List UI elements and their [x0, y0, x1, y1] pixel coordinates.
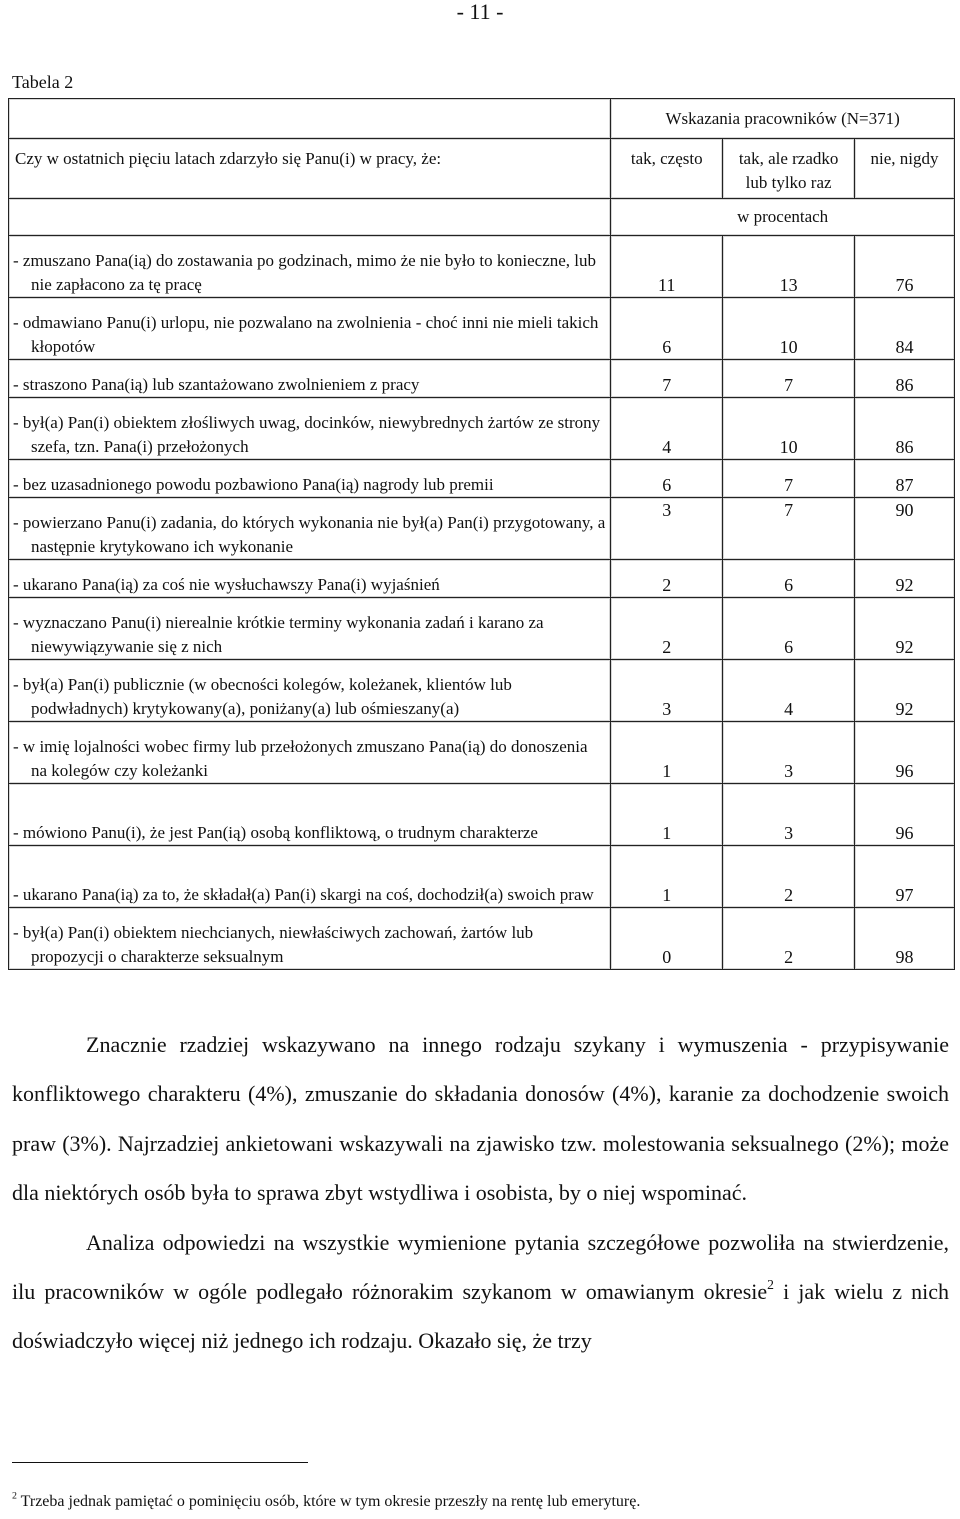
row-label-text: - odmawiano Panu(i) urlopu, nie pozwalano na zwolnienia - choć inni nie mieli takich kłopotów — [13, 313, 599, 356]
value-never: 86 — [855, 360, 955, 398]
row-label — [9, 498, 611, 560]
footnote-mark: 2 — [12, 1490, 17, 1502]
table-row — [9, 298, 955, 360]
row-label-text: - straszono Pana(ią) lub szantażowano zwolnieniem z pracy — [13, 375, 420, 394]
value-never: 76 — [855, 236, 955, 298]
row-label — [9, 360, 611, 398]
value-never: 96 — [855, 722, 955, 784]
value-rarely: 6 — [723, 598, 855, 660]
table-row — [9, 560, 955, 598]
row-label — [9, 722, 611, 784]
survey-table — [8, 98, 955, 970]
value-often: 0 — [611, 908, 723, 970]
value-rarely: 2 — [723, 846, 855, 908]
value-often: 3 — [611, 498, 723, 560]
page-number: - 11 - — [456, 0, 504, 24]
value-rarely: 3 — [723, 784, 855, 846]
value-never: 97 — [855, 846, 955, 908]
table-row — [9, 236, 955, 298]
value-never: 87 — [855, 460, 955, 498]
paragraph-2 — [12, 1218, 949, 1366]
table-header-row-2 — [9, 139, 955, 199]
footnote-text: Trzeba jednak pamiętać o pominięciu osób, które w tym okresie przeszły na rentę lub emeryturę. — [16, 1493, 641, 1510]
value-rarely: 13 — [723, 236, 855, 298]
value-never: 86 — [855, 398, 955, 460]
row-label — [9, 398, 611, 460]
table-header-row-3 — [9, 199, 955, 236]
paragraph-2-text: Analiza odpowiedzi na wszystkie wymienione pytania szczegółowe pozwoliła na stwierdzenie, ilu pracowników w ogóle podlegało różnorakim szykanom w omawianym okresie — [12, 1229, 949, 1305]
row-label-text: - mówiono Panu(i), że jest Pan(ią) osobą konfliktową, o trudnym charakterze — [13, 823, 538, 842]
value-often: 6 — [611, 298, 723, 360]
paragraph-1: Znacznie rzadziej wskazywano na innego rodzaju szykany i wymuszenia - przypisywanie konfliktowego charakteru (4%), zmuszanie do składania donosów (4%), karanie za dochodzenie swoich praw (3%). Najrzadziej ankietowani wskazywali na zjawisko tzw. molestowania seksualnego (2%); może dla niektórych osób była to sprawa zbyt wstydliwa i osobista, by o niej wspominać. — [12, 1032, 949, 1206]
row-label-text: - ukarano Pana(ią) za to, że składał(a) Pan(i) skargi na coś, dochodził(a) swoich praw — [13, 885, 594, 904]
table-header-row-1 — [9, 99, 955, 139]
header-empty-cell — [9, 199, 611, 236]
table-row — [9, 460, 955, 498]
row-label-text: - bez uzasadnionego powodu pozbawiono Pana(ią) nagrody lub premii — [13, 475, 494, 494]
value-often: 3 — [611, 660, 723, 722]
row-label-text: - był(a) Pan(i) obiektem niechcianych, niewłaściwych zachowań, żartów lub propozycji o charakterze seksualnym — [13, 923, 534, 966]
row-label-text: - ukarano Pana(ią) za coś nie wysłuchawszy Pana(i) wyjaśnień — [13, 575, 440, 594]
value-rarely: 6 — [723, 560, 855, 598]
value-often: 2 — [611, 598, 723, 660]
value-never: 84 — [855, 298, 955, 360]
table-caption: Tabela 2 — [12, 72, 74, 92]
value-rarely: 7 — [723, 498, 855, 560]
table-row — [9, 784, 955, 846]
value-rarely: 3 — [723, 722, 855, 784]
value-rarely: 10 — [723, 398, 855, 460]
value-rarely: 4 — [723, 660, 855, 722]
col-header-often: tak, często — [611, 139, 723, 199]
paragraph-2-text-end: i jak wielu z nich doświadczyło więcej niż jednego ich rodzaju. Okazało się, że trzy — [12, 1279, 949, 1354]
footnote — [12, 1490, 641, 1511]
row-label — [9, 908, 611, 970]
value-often: 1 — [611, 722, 723, 784]
value-never: 92 — [855, 660, 955, 722]
value-rarely: 7 — [723, 360, 855, 398]
value-often: 7 — [611, 360, 723, 398]
row-label-text: - zmuszano Pana(ią) do zostawania po godzinach, mimo że nie było to konieczne, lub nie zapłacono za tę pracę — [13, 251, 597, 294]
row-label — [9, 784, 611, 846]
row-label-text: - był(a) Pan(i) obiektem złośliwych uwag, docinków, niewybrednych żartów ze strony szefa, tzn. Pana(i) przełożonych — [13, 413, 601, 456]
group-header: Wskazania pracowników (N=371) — [611, 99, 955, 139]
value-rarely: 10 — [723, 298, 855, 360]
footnote-reference[interactable]: 2 — [767, 1276, 774, 1292]
row-label-text: - w imię lojalności wobec firmy lub przełożonych zmuszano Pana(ią) do donoszenia na kolegów czy koleżanki — [13, 737, 588, 780]
value-never: 92 — [855, 560, 955, 598]
table-row — [9, 360, 955, 398]
question-header: Czy w ostatnich pięciu latach zdarzyło się Panu(i) w pracy, że: — [9, 139, 611, 199]
row-label-text: - był(a) Pan(i) publicznie (w obecności kolegów, koleżanek, klientów lub podwładnych) krytykowany(a), poniżany(a) lub ośmieszany(a) — [13, 675, 512, 718]
row-label — [9, 460, 611, 498]
value-rarely: 2 — [723, 908, 855, 970]
row-label — [9, 236, 611, 298]
table-row — [9, 660, 955, 722]
table-row — [9, 498, 955, 560]
value-never: 92 — [855, 598, 955, 660]
value-often: 6 — [611, 460, 723, 498]
value-rarely: 7 — [723, 460, 855, 498]
row-label-text: - powierzano Panu(i) zadania, do których wykonania nie był(a) Pan(i) przygotowany, a następnie krytykowano ich wykonanie — [13, 513, 606, 556]
row-label — [9, 660, 611, 722]
value-often: 11 — [611, 236, 723, 298]
row-label — [9, 598, 611, 660]
col-header-never: nie, nigdy — [855, 139, 955, 199]
row-label — [9, 846, 611, 908]
footnote-divider — [12, 1462, 308, 1463]
table-row — [9, 598, 955, 660]
value-often: 1 — [611, 846, 723, 908]
header-empty-cell — [9, 99, 611, 139]
table-row — [9, 398, 955, 460]
col-header-rarely: tak, ale rzadko lub tylko raz — [723, 139, 855, 199]
value-never: 96 — [855, 784, 955, 846]
row-label-text: - wyznaczano Panu(i) nierealnie krótkie terminy wykonania zadań i karano za niewywiązywanie się z nich — [13, 613, 544, 656]
table-row — [9, 908, 955, 970]
value-never: 98 — [855, 908, 955, 970]
value-often: 4 — [611, 398, 723, 460]
row-label — [9, 298, 611, 360]
unit-label: w procentach — [611, 199, 955, 236]
table-row — [9, 722, 955, 784]
value-often: 2 — [611, 560, 723, 598]
row-label — [9, 560, 611, 598]
table-row — [9, 846, 955, 908]
value-never: 90 — [855, 498, 955, 560]
value-often: 1 — [611, 784, 723, 846]
body-text — [12, 1020, 949, 1366]
